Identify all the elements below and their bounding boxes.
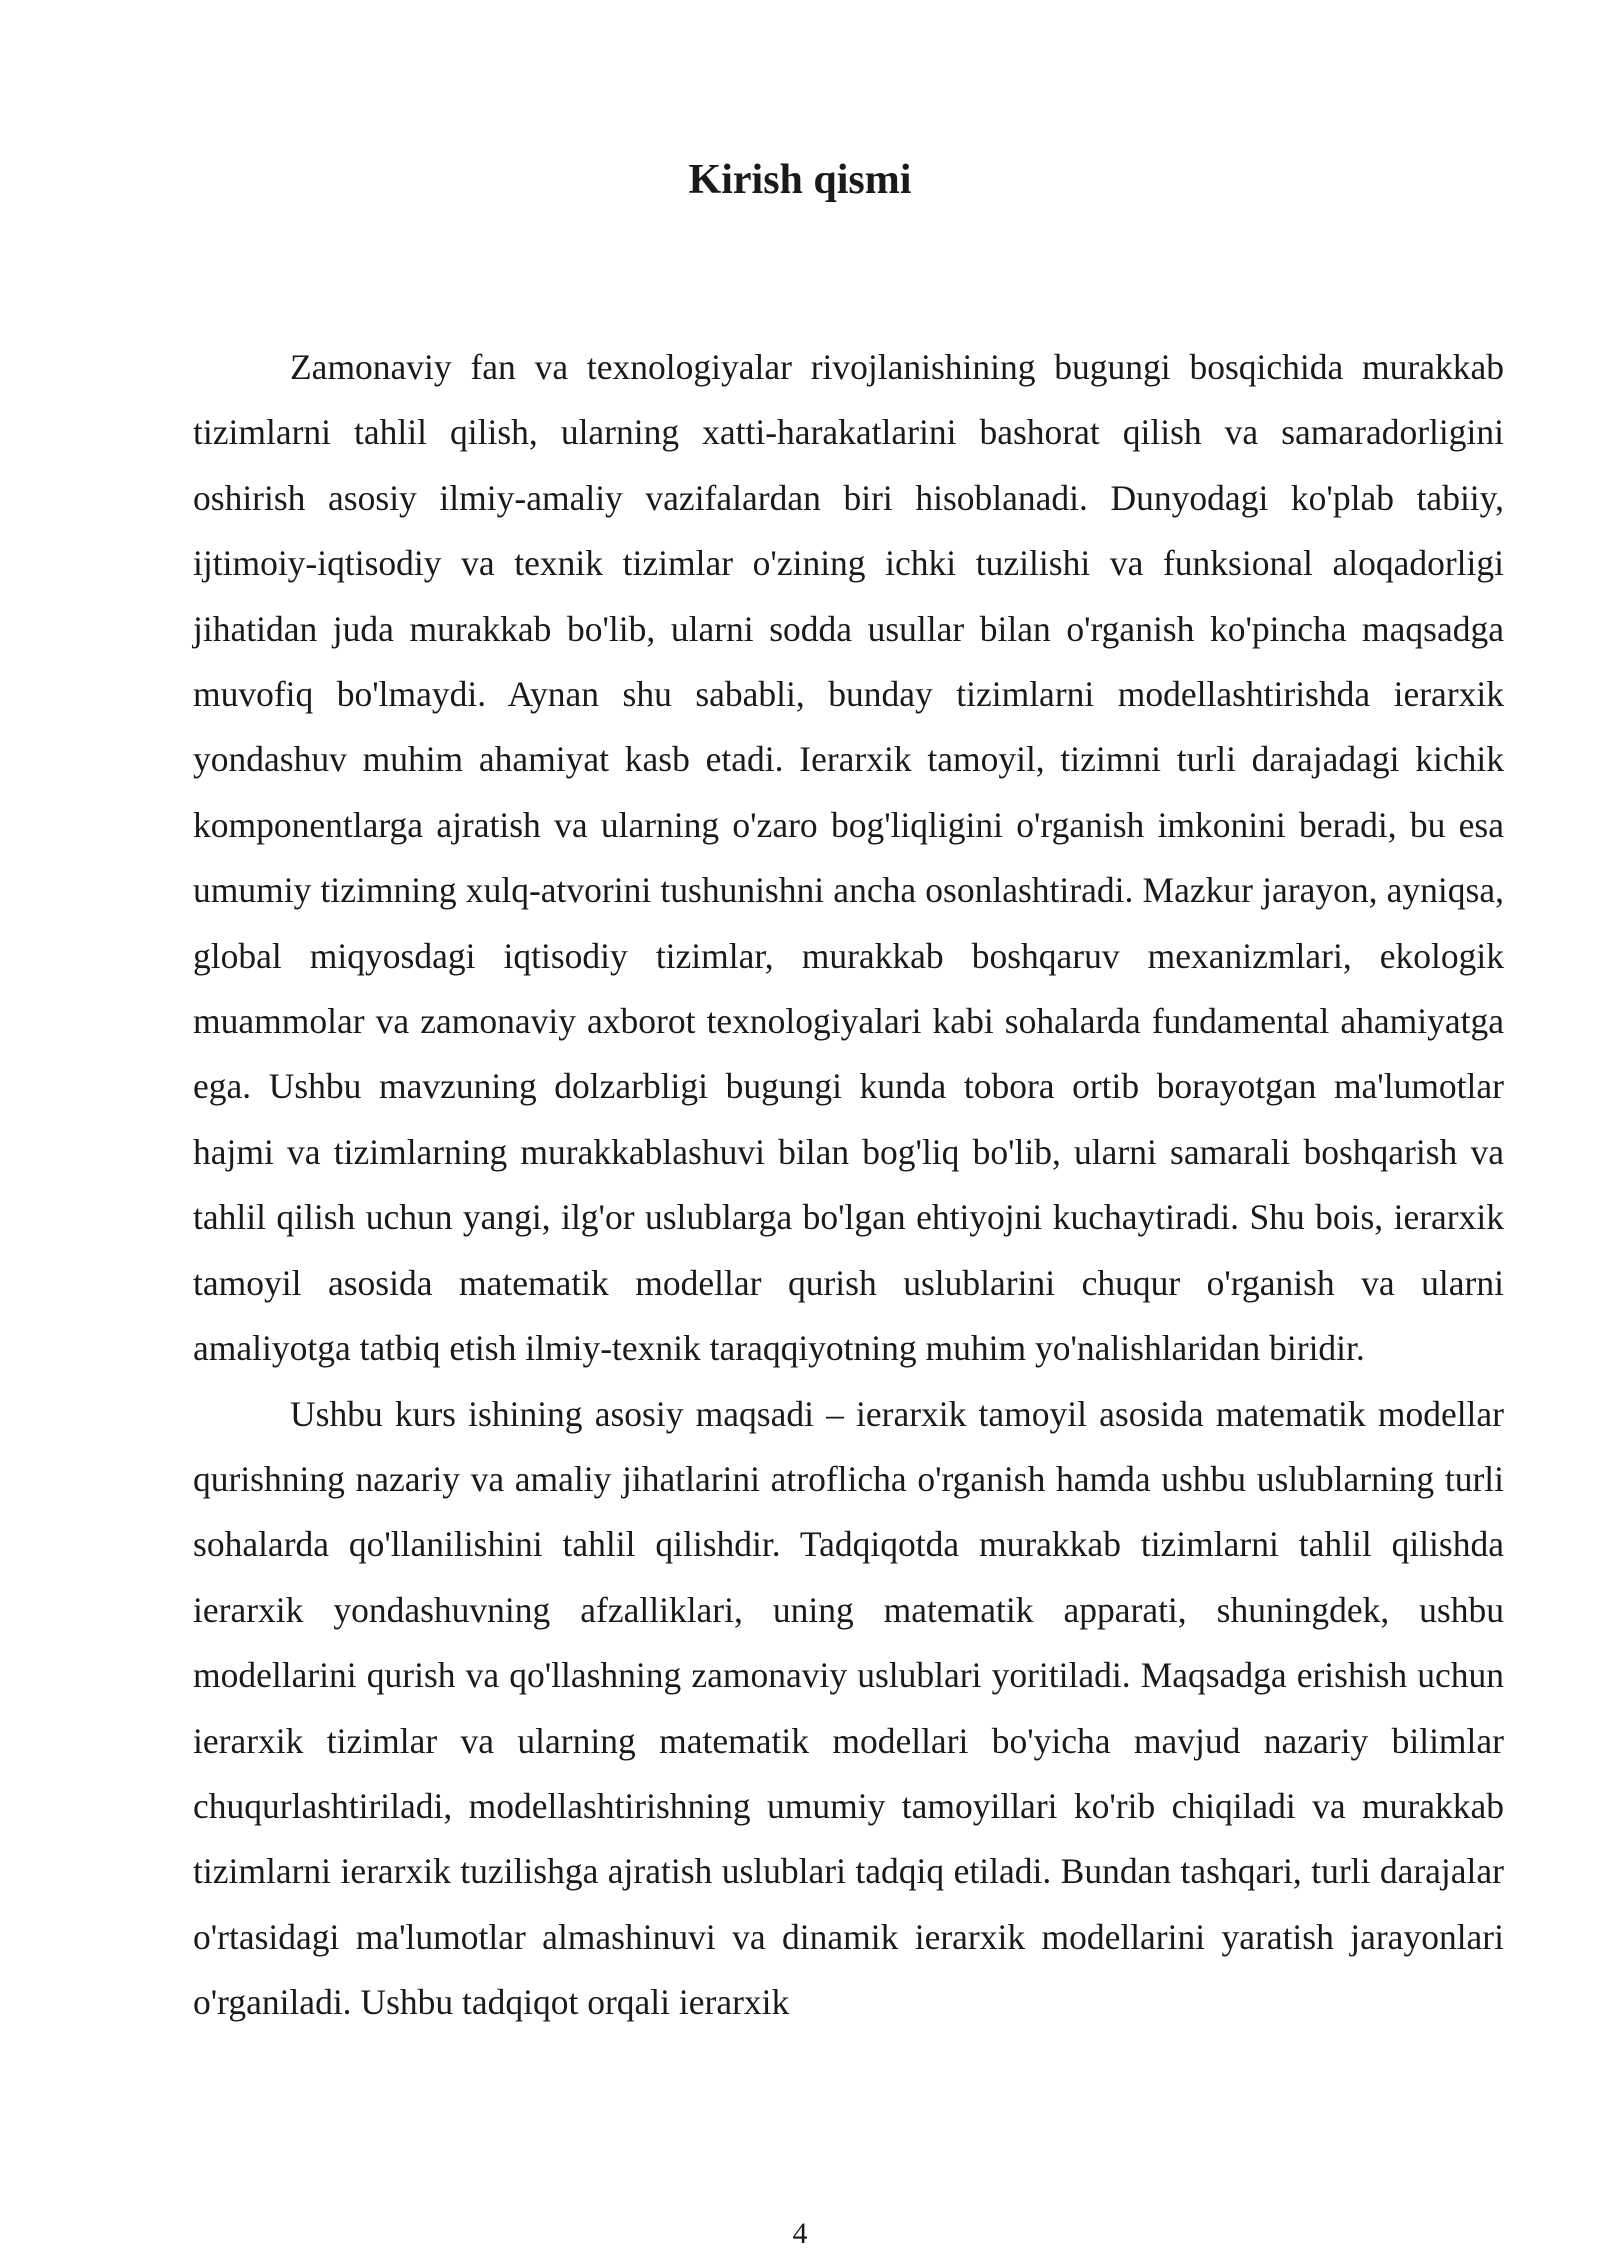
- page-number: 4: [792, 2217, 808, 2250]
- paragraph-1: Zamonaviy fan va texnologiyalar rivojlanishining bugungi bosqichida murakkab tizimlarni tahlil qilish, ularning xatti-harakatlarini bashorat qilish va samaradorligini oshirish asosiy ilmiy-amaliy vazifalardan biri hisoblanadi. Dunyodagi ko'plab tabiiy, ijtimoiy-iqtisodiy va texnik tizimlar o'zining ichki tuzilishi va funksional aloqadorligi jihatidan juda murakkab bo'lib, ularni sodda usullar bilan o'rganish ko'pincha maqsadga muvofiq bo'lmaydi. Aynan shu sababli, bunday tizimlarni modellashtirishda ierarxik yondashuv muhim ahamiyat kasb etadi. Ierarxik tamoyil, tizimni turli darajadagi kichik komponentlarga ajratish va ularning o'zaro bog'liqligini o'rganish imkonini beradi, bu esa umumiy tizimning xulq-atvorini tushunishni ancha osonlashtiradi. Mazkur jarayon, ayniqsa, global miqyosdagi iqtisodiy tizimlar, murakkab boshqaruv mexanizmlari, ekologik muammolar va zamonaviy axborot texnologiyalari kabi sohalarda fundamental ahamiyatga ega. Ushbu mavzuning dolzarbligi bugungi kunda tobora ortib borayotgan ma'lumotlar hajmi va tizimlarning murakkablashuvi bilan bog'liq bo'lib, ularni samarali boshqarish va tahlil qilish uchun yangi, ilg'or uslublarga bo'lgan ehtiyojni kuchaytiradi. Shu bois, ierarxik tamoyil asosida matematik modellar qurish uslublarini chuqur o'rganish va ularni amaliyotga tatbiq etish ilmiy-texnik taraqqiyotning muhim yo'nalishlaridan biridir.: [193, 347, 1504, 1369]
- section-title: Kirish qismi: [688, 157, 912, 203]
- body-text: [193, 335, 1504, 2036]
- paragraph-2: Ushbu kurs ishining asosiy maqsadi – ierarxik tamoyil asosida matematik modellar qurishning nazariy va amaliy jihatlarini atroflicha o'rganish hamda ushbu uslublarning turli sohalarda qo'llanilishini tahlil qilishdir. Tadqiqotda murakkab tizimlarni tahlil qilishda ierarxik yondashuvning afzalliklari, uning matematik apparati, shuningdek, ushbu modellarini qurish va qo'llashning zamonaviy uslublari yoritiladi. Maqsadga erishish uchun ierarxik tizimlar va ularning matematik modellari bo'yicha mavjud nazariy bilimlar chuqurlashtiriladi, modellashtirishning umumiy tamoyillari ko'rib chiqiladi va murakkab tizimlarni ierarxik tuzilishga ajratish uslublari tadqiq etiladi. Bundan tashqari, turli darajalar o'rtasidagi ma'lumotlar almashinuvi va dinamik ierarxik modellarini yaratish jarayonlari o'rganiladi. Ushbu tadqiqot orqali ierarxik: [193, 1393, 1504, 2023]
